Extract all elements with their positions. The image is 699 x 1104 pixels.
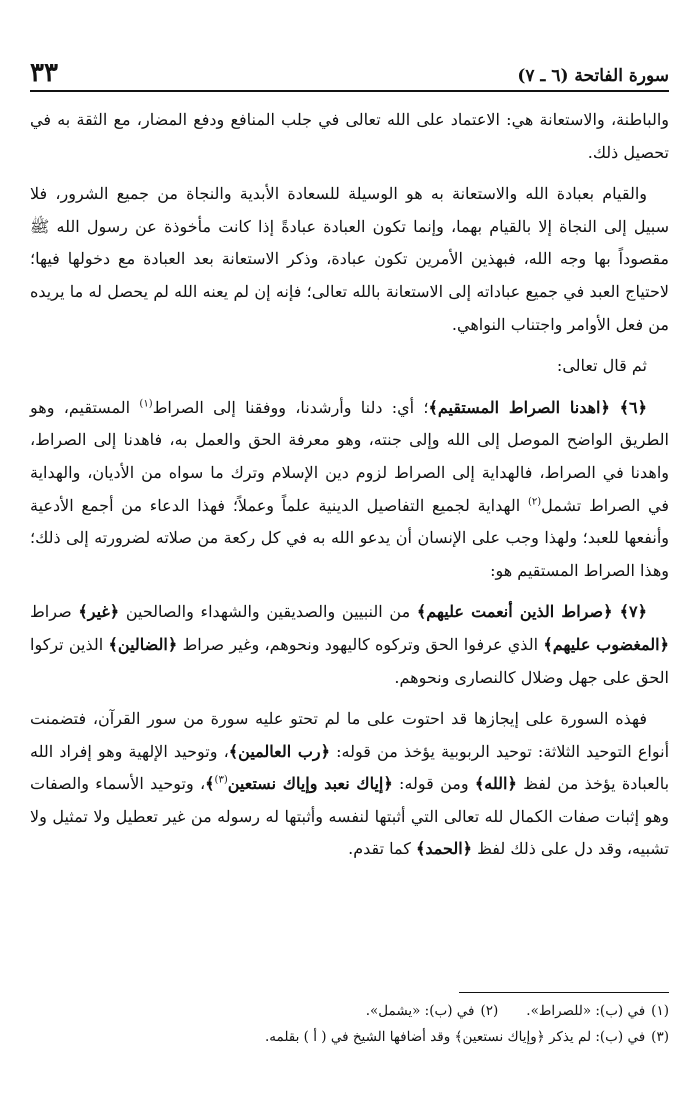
footnote-rule [459,992,669,993]
footnote-ref-2[interactable]: (٢) [527,496,542,508]
paragraph-2: والقيام بعبادة الله والاستعانة به هو الوسيلة للسعادة الأبدية والنجاة من جميع الشرور، فلا سبيل إلى النجاة إلا بالقيام بهما، وإنما تكون العبادة عبادةً إذا كانت مأخوذة عن رسول الله ﷺ مقصوداً بها وجه الله، فبهذين الأمرين تكون عبادة، وذكر الاستعانة بعد العبادة مع دخولها فيها؛ لاحتياج العبد في جميع عباداته إلى الاستعانة بالله تعالى؛ فإنه إن لم يعنه الله لم يحصل له ما يريده من فعل الأوامر واجتناب النواهي. [30,184,669,334]
page-number: ٣٣ [30,58,58,88]
running-title: سورة الفاتحة (٦ ـ ٧) [517,66,669,86]
body-text [30,104,669,875]
verse-iyyaka: ﴿إياك نعبد وإياك نستعين [227,774,393,794]
verse-rabb: ﴿رب العالمين﴾ [228,741,330,761]
verse-7: ﴿٧﴾ ﴿صراط الذين أنعمت عليهم﴾ [416,602,647,622]
paragraph-4: ﴿٦﴾ ﴿اهدنا الصراط المستقيم﴾؛ أي: دلنا وأرشدنا، ووفقنا إلى الصراط$^{(١)}$ المستقيم، وهو الطريق الواضح الموصل إلى الله وإلى جنته، وهو معرفة الحق والعمل به، فاهدنا إلى الصراط، واهدنا في الصراط، فالهداية إلى الصراط لزوم دين الإسلام وترك ما سواه من الأديان، والهداية في الصراط تشمل$^{(٢)}$ الهداية لجميع التفاصيل الدينية علماً وعملاً؛ فهذا الدعاء من أجمع الأدعية وأنفعها للعبد؛ ولهذا وجب على الإنسان أن يدعو الله به في كل ركعة من صلاته لضرورته إلى ذلك؛ وهذا الصراط المستقيم هو: [30,397,670,580]
paragraph-6: فهذه السورة على إيجازها قد احتوت على ما لم تحتو عليه سورة من سور القرآن، فتضمنت أنواع التوحيد الثلاثة: توحيد الربوبية يؤخذ من قوله: ﴿رب العالمين﴾، وتوحيد الإلهية وهو إفراد الله بالعبادة يؤخذ من لفظ ﴿الله﴾ ومن قوله: ﴿إياك نعبد وإياك نستعين$^{(٣)}$﴾، وتوحيد الأسماء والصفات وهو إثبات صفات الكمال لله تعالى التي أثبتها لنفسه وأثبتها له رسوله من غير تعطيل ولا تمثيل ولا تشبيه، وقد دل على ذلك لفظ ﴿الحمد﴾ كما تقدم. [30,709,670,859]
verse-6: ﴿٦﴾ ﴿اهدنا الصراط المستقيم﴾ [428,397,647,417]
verse-allah: ﴿الله﴾ [474,774,517,794]
footnote-ref-1[interactable]: (١) [139,398,153,410]
paragraph-5: ﴿٧﴾ ﴿صراط الذين أنعمت عليهم﴾ من النبيين والصديقين والشهداء والصالحين ﴿غير﴾ صراط ﴿المغضوب عليهم﴾ الذي عرفوا الحق وتركوه كاليهود ونحوهم، وغير صراط ﴿الضالين﴾ الذين تركوا الحق على جهل وضلال كالنصارى ونحوهم. [30,602,670,687]
footnote-ref-3[interactable]: (٣) [214,774,228,786]
footnote-row-2 [30,1024,669,1050]
verse-maghdub: ﴿المغضوب عليهم﴾ [543,634,670,654]
footnote-row-1 [30,998,669,1024]
page-header [30,52,669,86]
paragraph-3: ثم قال تعالى: [556,356,647,376]
verse-ghayr: ﴿غير﴾ [78,602,120,622]
verse-hamd: ﴿الحمد﴾ [415,839,473,859]
footnote-3: (٣)في (ب): لم يذكر ﴿وإياك نستعين﴾ وقد أضافها الشيخ في ( أ ) بقلمه. [264,1029,669,1045]
paragraph-1: والباطنة، والاستعانة هي: الاعتماد على الله تعالى في جلب المنافع ودفع المضار، مع الثقة به في تحصيل ذلك. [30,110,669,162]
footnote-1: (١)في (ب): «للصراط». [526,1003,669,1019]
footnotes [30,998,669,1050]
header-rule [30,90,669,92]
footnote-2: (٢)في (ب): «يشمل». [365,1003,499,1019]
verse-dallin: ﴿الضالين﴾ [108,634,178,654]
